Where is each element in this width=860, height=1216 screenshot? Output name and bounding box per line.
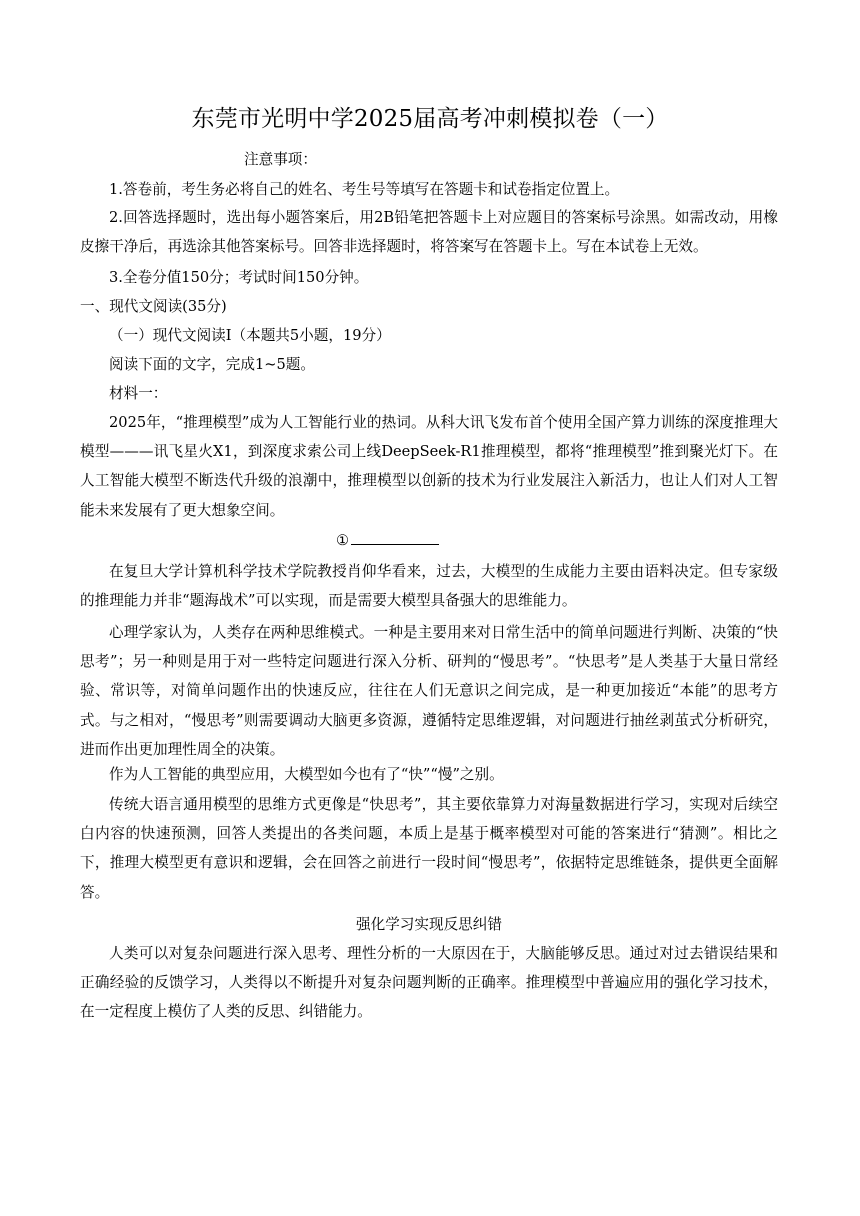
section-heading: 一、现代文阅读(35分) <box>80 298 227 315</box>
paragraph-3: 心理学家认为，人类存在两种思维模式。一种是主要用来对日常生活中的简单问题进行判断、决策的“快思考”；另一种则是用于对一些特定问题进行深入分析、研判的“慢思考”。“快思考”是人类基于大量日常经验、常识等，对简单问题作出的快速反应，往往在人们无意识之间完成，是一种更加接近“本能”的思考方式。与之相对，“慢思考”则需要调动大脑更多资源，遵循特定思维逻辑，对问题进行抽丝剥茧式分析研究，进而作出更加理性周全的决策。 <box>80 624 778 758</box>
blank-underline <box>351 530 439 545</box>
notice-heading: 注意事项： <box>244 151 317 168</box>
subsection-heading: （一）现代文阅读Ⅰ（本题共5小题，19分） <box>109 327 391 344</box>
paragraph-5: 传统大语言通用模型的思维方式更像是“快思考”，其主要依靠算力对海量数据进行学习，实现对后续空白内容的快速预测，回答人类提出的各类问题，本质上是基于概率模型对可能的答案进行“猜测”。相比之下，推理大模型更有意识和逻辑，会在回答之前进行一段时间“慢思考”，依据特定思维链条，提供更全面解答。 <box>80 796 778 901</box>
paragraph-2: 在复旦大学计算机科学技术学院教授肖仰华看来，过去，大模型的生成能力主要由语料决定。但专家级的推理能力并非“题海战术”可以实现，而是需要大模型具备强大的思维能力。 <box>80 563 778 610</box>
paragraph-4: 作为人工智能的典型应用，大模型如今也有了“快”“慢”之别。 <box>109 766 504 783</box>
notice-item-2: 2.回答选择题时，选出每小题答案后，用2B铅笔把答题卡上对应题目的答案标号涂黑。如需改动，用橡皮擦干净后，再选涂其他答案标号。回答非选择题时，将答案写在答题卡上。写在本试卷上无效。 <box>80 209 778 256</box>
reading-instruction: 阅读下面的文字，完成1~5题。 <box>109 356 315 373</box>
blank-heading <box>336 530 439 551</box>
paragraph-1: 2025年，“推理模型”成为人工智能行业的热词。从科大讯飞发布首个使用全国产算力训练的深度推理大模型———讯飞星火X1，到深度求索公司上线DeepSeek-R1推理模型，都将“推理模型”推到聚光灯下。在人工智能大模型不断迭代升级的浪潮中，推理模型以创新的技术为行业发展注入新活力，也让人们对人工智能未来发展有了更大想象空间。 <box>80 414 778 519</box>
exam-title: 东莞市光明中学2025届高考冲刺模拟卷（一） <box>191 106 669 132</box>
notice-item-3: 3.全卷分值150分；考试时间150分钟。 <box>109 269 369 286</box>
notice-item-1: 1.答卷前，考生务必将自己的姓名、考生号等填写在答题卡和试卷指定位置上。 <box>109 181 620 198</box>
material-label: 材料一： <box>109 385 168 402</box>
blank-marker: ① <box>336 532 350 549</box>
paragraph-6: 人类可以对复杂问题进行深入思考、理性分析的一大原因在于，大脑能够反思。通过对过去错误结果和正确经验的反馈学习，人类得以不断提升对复杂问题判断的正确率。推理模型中普遍应用的强化学习技术，在一定程度上模仿了人类的反思、纠错能力。 <box>80 945 778 1021</box>
section-subheading: 强化学习实现反思纠错 <box>356 916 502 933</box>
